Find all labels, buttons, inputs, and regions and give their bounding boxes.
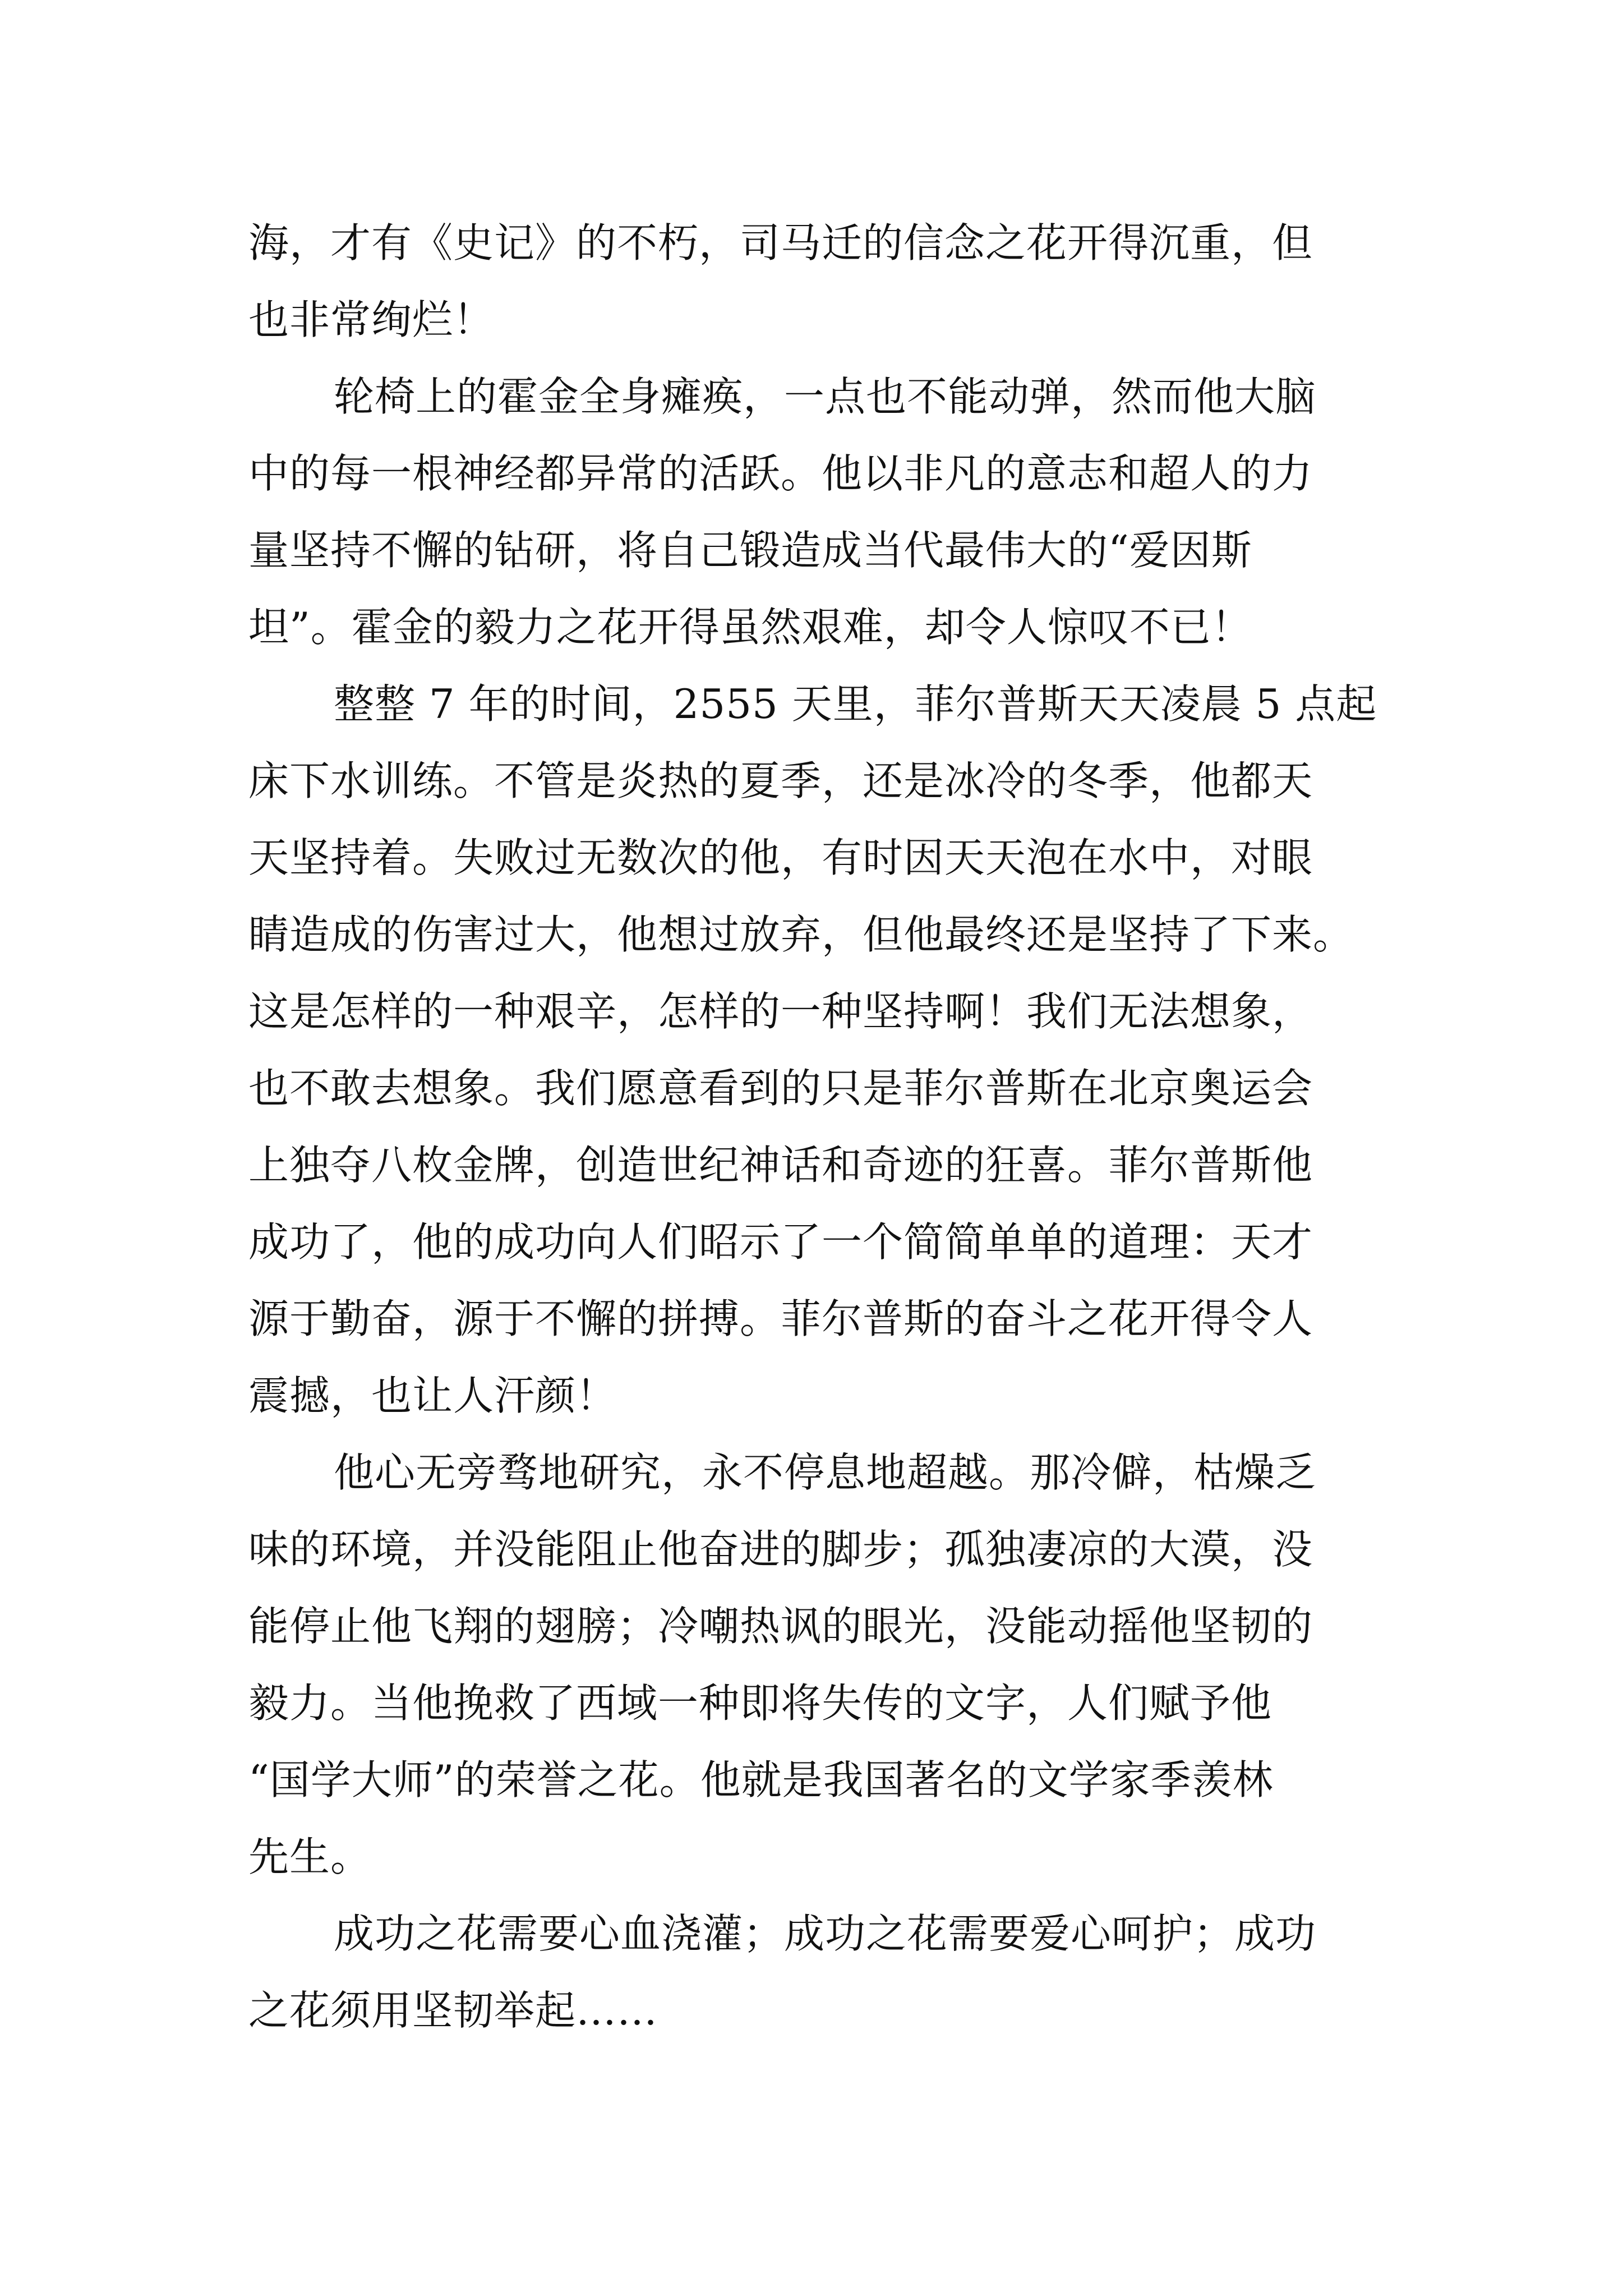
paragraph-3-line-8: 成功了，他的成功向人们昭示了一个简简单单的道理：天才 [248,1218,1313,1266]
paragraph-3-line-10: 震撼，也让人汗颜！ [248,1372,617,1419]
paragraph-4-line-5: “国学大师”的荣誉之花。他就是我国著名的文学家季羡林 [248,1756,1274,1803]
paragraph-4-line-1: 他心无旁骛地研究，永不停息地超越。那冷僻，枯燥乏 [334,1449,1317,1496]
paragraph-4-line-2: 味的环境，并没能阻止他奋进的脚步；孤独凄凉的大漠，没 [248,1526,1313,1573]
paragraph-3-line-5: 这是怎样的一种艰辛，怎样的一种坚持啊！我们无法想象， [248,988,1313,1035]
body-text [248,205,1387,2049]
paragraph-1-line-1: 海，才有《史记》的不朽，司马迁的信念之花开得沉重，但 [248,219,1313,266]
paragraph-3-line-3: 天坚持着。失败过无数次的他，有时因天天泡在水中，对眼 [248,834,1313,881]
paragraph-3-line-1: 整整 7 年的时间，2555 天里，菲尔普斯天天凌晨 5 点起 [334,680,1377,728]
paragraph-4-line-3: 能停止他飞翔的翅膀；冷嘲热讽的眼光，没能动摇他坚韧的 [248,1603,1313,1650]
paragraph-3-line-7: 上独夺八枚金牌，创造世纪神话和奇迹的狂喜。菲尔普斯他 [248,1142,1313,1189]
paragraph-4-line-4: 毅力。当他挽救了西域一种即将失传的文字，人们赋予他 [248,1680,1272,1727]
paragraph-2-line-1: 轮椅上的霍金全身瘫痪，一点也不能动弹，然而他大脑 [334,373,1317,420]
paragraph-2-line-3: 量坚持不懈的钻研，将自己锻造成当代最伟大的“爱因斯 [248,527,1252,574]
paragraph-2-line-2: 中的每一根神经都异常的活跃。他以非凡的意志和超人的力 [248,450,1313,497]
paragraph-5-line-2: 之花须用坚韧举起…… [248,1987,658,2034]
paragraph-4-line-6: 先生。 [248,1833,372,1880]
paragraph-2-line-4: 坦”。霍金的毅力之花开得虽然艰难，却令人惊叹不已！ [248,604,1252,651]
paragraph-3-line-9: 源于勤奋，源于不懈的拼搏。菲尔普斯的奋斗之花开得令人 [248,1295,1313,1342]
paragraph-1-line-2: 也非常绚烂！ [248,296,495,343]
paragraph-3-line-6: 也不敢去想象。我们愿意看到的只是菲尔普斯在北京奥运会 [248,1065,1313,1112]
paragraph-5-line-1: 成功之花需要心血浇灌；成功之花需要爱心呵护；成功 [334,1910,1317,1957]
paragraph-3-line-4: 睛造成的伤害过大，他想过放弃，但他最终还是坚持了下来。 [248,911,1354,958]
paragraph-3-line-2: 床下水训练。不管是炎热的夏季，还是冰冷的冬季，他都天 [248,757,1313,804]
